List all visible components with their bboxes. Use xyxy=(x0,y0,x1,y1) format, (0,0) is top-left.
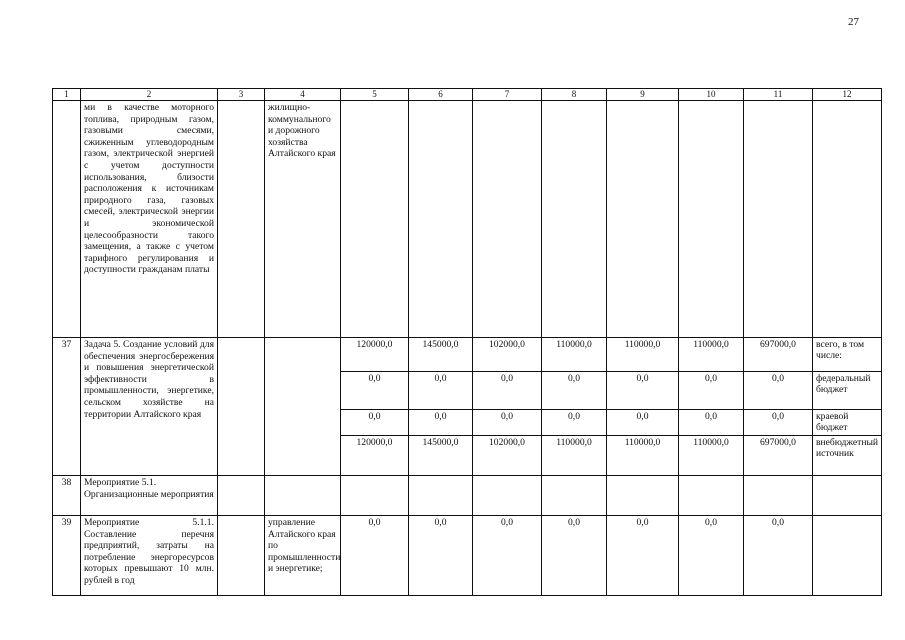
value-cell: 102000,0 xyxy=(473,436,542,476)
funding-source: внебюджетный источник xyxy=(813,436,882,476)
program-table xyxy=(52,88,882,596)
value-cell: 110000,0 xyxy=(542,436,607,476)
total-cell: 697000,0 xyxy=(744,338,813,372)
value-cell: 145000,0 xyxy=(409,436,473,476)
row-number: 37 xyxy=(53,338,81,476)
executor-cell: управление Алтайского края по промышленности и энергетике; xyxy=(265,516,341,596)
value-cell: 110000,0 xyxy=(542,338,607,372)
row-number: 39 xyxy=(53,516,81,596)
value-cell: 0,0 xyxy=(341,372,409,410)
value-cell: 0,0 xyxy=(542,372,607,410)
value-cell: 0,0 xyxy=(409,372,473,410)
value-cell: 0,0 xyxy=(607,410,679,436)
table-row-38 xyxy=(53,476,882,516)
value-cell: 120000,0 xyxy=(341,338,409,372)
value-cell: 0,0 xyxy=(542,410,607,436)
header-row xyxy=(53,89,882,101)
value-cell: 0,0 xyxy=(679,410,744,436)
total-cell: 0,0 xyxy=(744,410,813,436)
table-row-37 xyxy=(53,338,882,372)
value-cell: 120000,0 xyxy=(341,436,409,476)
measure-description: Мероприятие 5.1.1. Составление перечня предприятий, затраты на потребление энергоресурсов которых превышают 10 млн. рублей в год xyxy=(81,516,218,596)
row-number: 38 xyxy=(53,476,81,516)
value-cell: 0,0 xyxy=(341,410,409,436)
funding-source: федеральный бюджет xyxy=(813,372,882,410)
value-cell: 110000,0 xyxy=(607,436,679,476)
table-row-39 xyxy=(53,516,882,596)
funding-source: краевой бюджет xyxy=(813,410,882,436)
header-cell: 4 xyxy=(265,89,341,101)
value-cell: 0,0 xyxy=(409,410,473,436)
value-cell: 0,0 xyxy=(409,516,473,596)
header-cell: 1 xyxy=(53,89,81,101)
header-cell: 3 xyxy=(218,89,265,101)
value-cell: 110000,0 xyxy=(679,338,744,372)
page-number: 27 xyxy=(848,16,859,28)
total-cell: 0,0 xyxy=(744,372,813,410)
value-cell: 0,0 xyxy=(679,516,744,596)
funding-source: всего, в том числе: xyxy=(813,338,882,372)
header-cell: 10 xyxy=(679,89,744,101)
total-cell: 697000,0 xyxy=(744,436,813,476)
task-description: Задача 5. Создание условий для обеспечения энергосбережения и повышения энергетической эффективности в промышленности, энергетике, сельском хозяйстве на территории Алтайского края xyxy=(81,338,218,476)
header-cell: 7 xyxy=(473,89,542,101)
value-cell: 0,0 xyxy=(607,516,679,596)
value-cell: 0,0 xyxy=(473,516,542,596)
header-cell: 8 xyxy=(542,89,607,101)
header-cell: 5 xyxy=(341,89,409,101)
header-cell: 6 xyxy=(409,89,473,101)
header-cell: 11 xyxy=(744,89,813,101)
value-cell: 0,0 xyxy=(679,372,744,410)
value-cell: 0,0 xyxy=(542,516,607,596)
executor-cell: жилищно-коммунального и дорожного хозяйства Алтайского края xyxy=(265,101,341,338)
value-cell: 110000,0 xyxy=(607,338,679,372)
header-cell: 12 xyxy=(813,89,882,101)
total-cell: 0,0 xyxy=(744,516,813,596)
value-cell: 102000,0 xyxy=(473,338,542,372)
table-row-continuation xyxy=(53,101,882,338)
value-cell: 0,0 xyxy=(341,516,409,596)
value-cell: 145000,0 xyxy=(409,338,473,372)
measure-description: ми в качестве моторного топлива, природным газом, газовыми смесями, сжиженным углеводородным газом, электрической энергией с учетом доступности использования, близости расположения к источникам природного газа, газовых смесей, электрической энергии и экономической целесообразности такого замещения, а также с учетом тарифного регулирования и доступности гражданам платы xyxy=(81,101,218,338)
value-cell: 110000,0 xyxy=(679,436,744,476)
value-cell: 0,0 xyxy=(607,372,679,410)
measure-description: Мероприятие 5.1. Организационные мероприятия xyxy=(81,476,218,516)
header-cell: 2 xyxy=(81,89,218,101)
value-cell: 0,0 xyxy=(473,372,542,410)
value-cell: 0,0 xyxy=(473,410,542,436)
header-cell: 9 xyxy=(607,89,679,101)
